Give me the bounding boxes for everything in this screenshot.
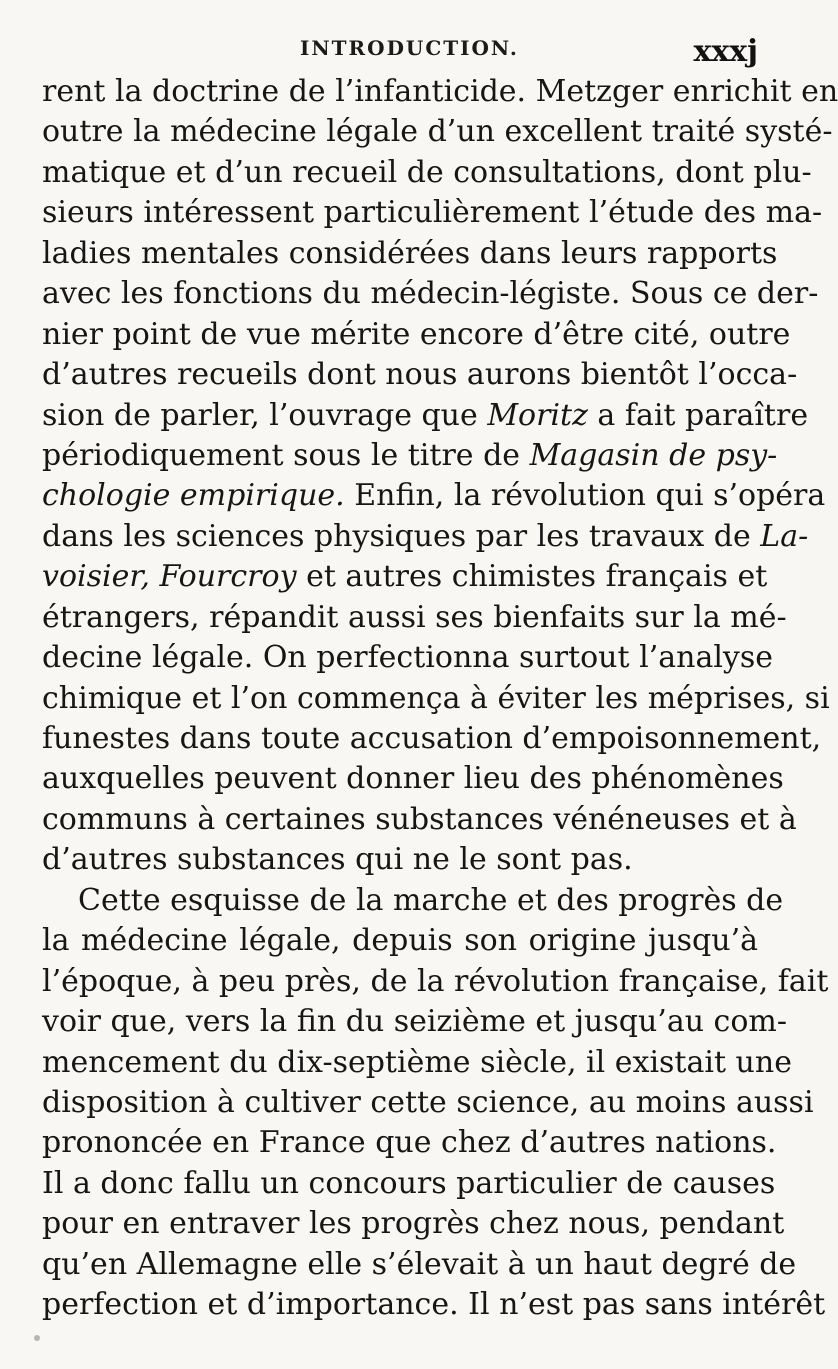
text-line: perfection et d’importance. Il n’est pas sans intérêt (42, 1287, 826, 1323)
italic-text: Magasin de psy- (529, 437, 778, 473)
text-line: nier point de vue mérite encore d’être cité, outre (42, 316, 791, 352)
text-line: disposition à cultiver cette science, au moins aussi (42, 1084, 814, 1120)
text-line: l’époque, à peu près, de la révolution française, fait (42, 963, 829, 999)
text-line: rent la doctrine de l’infanticide. Metzger enrichit en (42, 74, 838, 109)
text-line: voir que, vers la fin du seizième et jusqu’au com- (42, 1004, 788, 1040)
text-line: prononcée en France que chez d’autres nations. (42, 1125, 777, 1161)
text-line: Il a donc fallu un concours particulier de causes (42, 1165, 776, 1201)
text-line: la médecine légale, depuis son origine jusqu’à (42, 923, 758, 959)
page-header (42, 36, 758, 76)
italic-text: chologie empirique. (42, 478, 345, 514)
text-line: mencement du dix-septième siècle, il existait une (42, 1044, 792, 1080)
text-line: funestes dans toute accusation d’empoisonnement, (42, 721, 822, 756)
text-line: matique et d’un recueil de consultations, dont plu- (42, 154, 812, 190)
text-line: sion de parler, l’ouvrage que Moritz a fait paraître (42, 397, 809, 433)
italic-text: Moritz (487, 397, 588, 433)
text-line: Cette esquisse de la marche et des progrès de (78, 882, 784, 918)
text-line: dans les sciences physiques par les travaux de La- (42, 518, 809, 554)
text-line: voisier, Fourcroy et autres chimistes français et (42, 559, 768, 595)
page-number: xxxj (693, 34, 758, 69)
text-line: auxquelles peuvent donner lieu des phénomènes (42, 761, 784, 797)
text-line: decine légale. On perfectionna surtout l’analyse (42, 640, 774, 676)
text-line: ladies mentales considérées dans leurs rapports (42, 235, 778, 271)
text-line: pour en entraver les progrès chez nous, pendant (42, 1206, 785, 1242)
text-line: périodiquement sous le titre de Magasin de psy- (42, 437, 778, 473)
ink-speck (34, 1335, 40, 1341)
text-line: d’autres recueils dont nous aurons bientôt l’occa- (42, 357, 798, 393)
italic-text: voisier, Fourcroy (42, 559, 297, 595)
running-head: INTRODUCTION. (300, 36, 519, 60)
text-line: d’autres substances qui ne le sont pas. (42, 842, 633, 878)
text-line: chimique et l’on commença à éviter les méprises, si (42, 680, 830, 716)
text-line: outre la médecine légale d’un excellent traité systé- (42, 114, 833, 150)
text-line: communs à certaines substances vénéneuses et à (42, 801, 797, 837)
body-text (42, 72, 838, 1326)
text-line: qu’en Allemagne elle s’élevait à un haut degré de (42, 1246, 797, 1282)
text-line: sieurs intéressent particulièrement l’étude des ma- (42, 195, 823, 231)
text-line: avec les fonctions du médecin-légiste. Sous ce der- (42, 276, 819, 312)
italic-text: La- (760, 518, 809, 554)
text-line: chologie empirique. Enfin, la révolution qui s’opéra (42, 478, 826, 514)
text-line: étrangers, répandit aussi ses bienfaits sur la mé- (42, 599, 787, 635)
